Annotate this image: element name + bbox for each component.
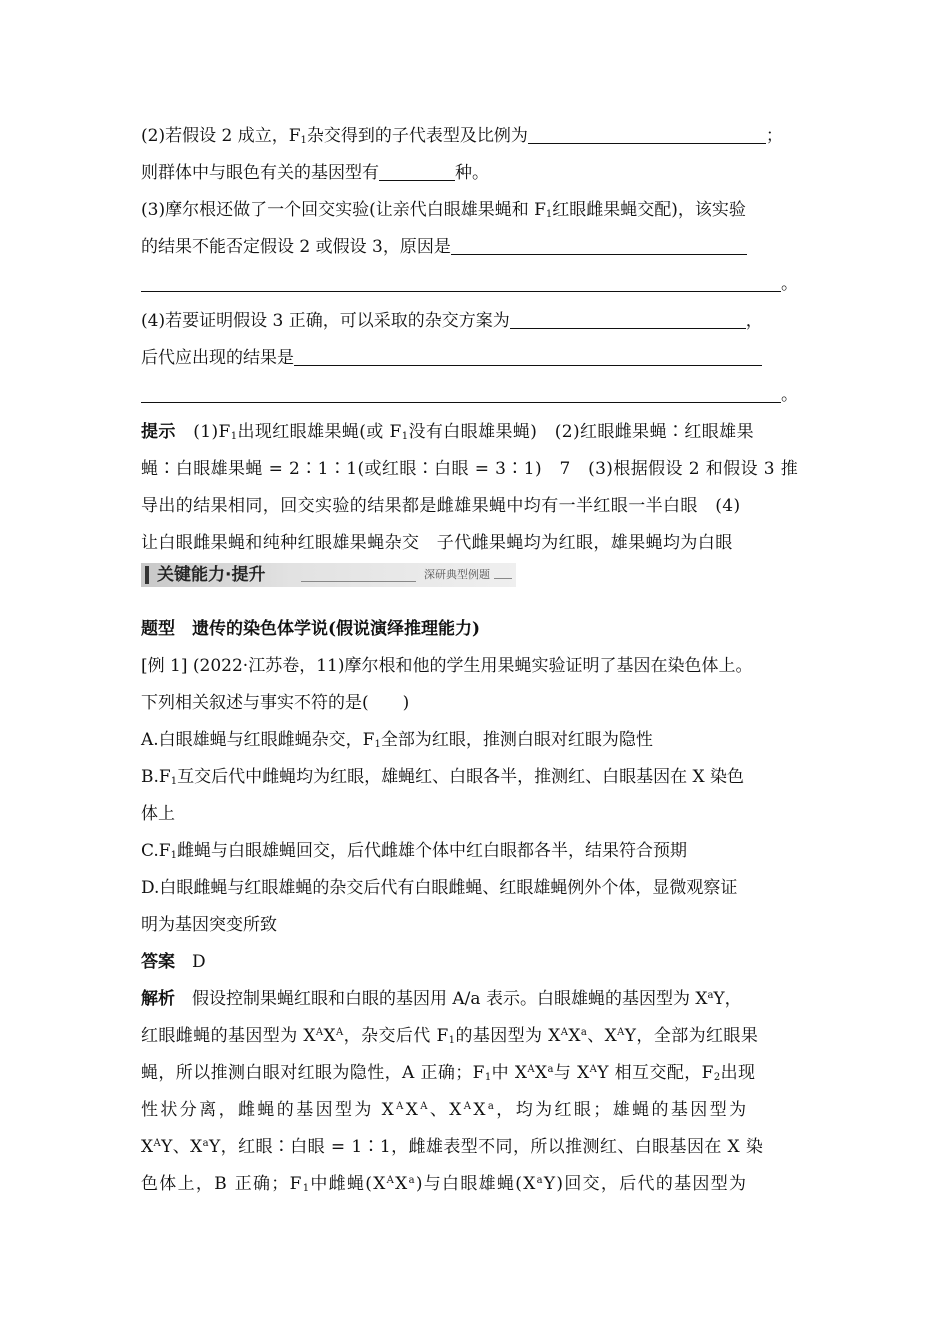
- hint-line-3: 导出的结果相同，回交实验的结果都是雌雄果蝇中均有一半红眼一半白眼 (4): [141, 496, 741, 516]
- analysis-line-4: 性状分离，雌蝇的基因型为 $X^AX^A$、$X^AX^a$，均为红眼；雄蝇的基因型为: [141, 1100, 749, 1120]
- option-b-cont: 体上: [141, 804, 175, 824]
- answer-blank[interactable]: [141, 380, 781, 403]
- option-c: $C.F_1$雌蝇与白眼雄蝇回交，后代雌雄个体中红白眼都各半，结果符合预期: [141, 841, 687, 861]
- section-accent-bar: [145, 566, 149, 584]
- option-b: $B.F_1$互交后代中雌蝇均为红眼，雄蝇红、白眼各半，推测红、白眼基因在 X 染色: [141, 767, 744, 787]
- answer-blank[interactable]: [451, 232, 747, 255]
- hint-label: 提示: [141, 422, 176, 442]
- q4-line-1: (4)若要证明假设 3 正确，可以采取的杂交方案为 ，: [141, 303, 813, 340]
- q3-line-2: 的结果不能否定假设 2 或假设 3，原因是: [141, 229, 813, 266]
- analysis-line-6: 色体上，B 正确；$F_1$中雌蝇$(X^AX^a)$与白眼雄蝇$(X^aY)$回交，后代的基因型为: [141, 1174, 748, 1194]
- answer-blank[interactable]: [141, 269, 781, 292]
- analysis-line-5: $X^AY$、$X^aY$，红眼∶白眼 = 1∶1，雌雄表型不同，所以推测红、白眼基因在 X 染: [141, 1137, 764, 1157]
- answer-value: D: [192, 952, 206, 972]
- answer-blank[interactable]: [379, 158, 455, 181]
- answer-label: 答案: [141, 952, 175, 972]
- hint-line-1: 提示 $(1)F_1$出现红眼雄果蝇(或 $F_1$没有白眼雄果蝇) (2)红眼雌果蝇∶红眼雄果: [141, 422, 754, 442]
- q3-line-3: 。: [141, 266, 813, 303]
- hint-line-4: 让白眼雌果蝇和纯种红眼雄果蝇杂交 子代雌果蝇均为红眼，雄果蝇均为白眼: [141, 533, 733, 553]
- analysis-line-2: 红眼雌蝇的基因型为 $X^AX^A$，杂交后代 $F_1$的基因型为 $X^AX^a$、$X^AY$，全部为红眼果: [141, 1026, 759, 1046]
- section-divider: [301, 581, 416, 582]
- example-line-1: [例 1] (2022·江苏卷，11)摩尔根和他的学生用果蝇实验证明了基因在染色体上。: [141, 656, 753, 676]
- topic-heading: 题型 遗传的染色体学说(假说演绎推理能力): [141, 619, 481, 639]
- option-d: D.白眼雌蝇与红眼雄蝇的杂交后代有白眼雌蝇、红眼雄蝇例外个体，显微观察证: [141, 878, 738, 898]
- section-subtitle: 深研典型例题: [424, 568, 490, 581]
- option-a: A.白眼雄蝇与红眼雌蝇杂交，$F_1$全部为红眼，推测白眼对红眼为隐性: [141, 730, 653, 750]
- q2-line-1: (2)若假设 2 成立，$F_1$杂交得到的子代表型及比例为 ；: [141, 118, 813, 155]
- answer-line: [141, 944, 813, 981]
- q2-line-2: 则群体中与眼色有关的基因型有 种。: [141, 155, 813, 192]
- q4-line-3: 。: [141, 377, 813, 414]
- analysis-line-1: 解析 假设控制果蝇红眼和白眼的基因用 A/a 表示。白眼雄蝇的基因型为 $X^aY$，: [141, 989, 742, 1009]
- example-line-2: 下列相关叙述与事实不符的是( ): [141, 693, 410, 713]
- q3-line-1: (3)摩尔根还做了一个回交实验(让亲代白眼雄果蝇和 $F_1$红眼雌果蝇交配)，该实验: [141, 200, 746, 220]
- document-page: [141, 118, 813, 1203]
- section-header: [141, 563, 516, 587]
- answer-blank[interactable]: [294, 343, 762, 366]
- analysis-label: 解析: [141, 989, 175, 1009]
- q4-line-2: 后代应出现的结果是: [141, 340, 813, 377]
- option-d-cont: 明为基因突变所致: [141, 915, 277, 935]
- analysis-line-3: 蝇，所以推测白眼对红眼为隐性，A 正确；$F_1$中 $X^AX^a$与 $X^AY$ 相互交配，$F_2$出现: [141, 1063, 756, 1083]
- section-title: 关键能力·提升: [157, 565, 266, 585]
- hint-line-2: 蝇∶白眼雄果蝇 = 2∶1∶1(或红眼∶白眼 = 3∶1) 7 (3)根据假设 2 和假设 3 推: [141, 459, 799, 479]
- section-divider-tail: [494, 578, 512, 579]
- answer-blank[interactable]: [528, 121, 766, 144]
- answer-blank[interactable]: [510, 306, 746, 329]
